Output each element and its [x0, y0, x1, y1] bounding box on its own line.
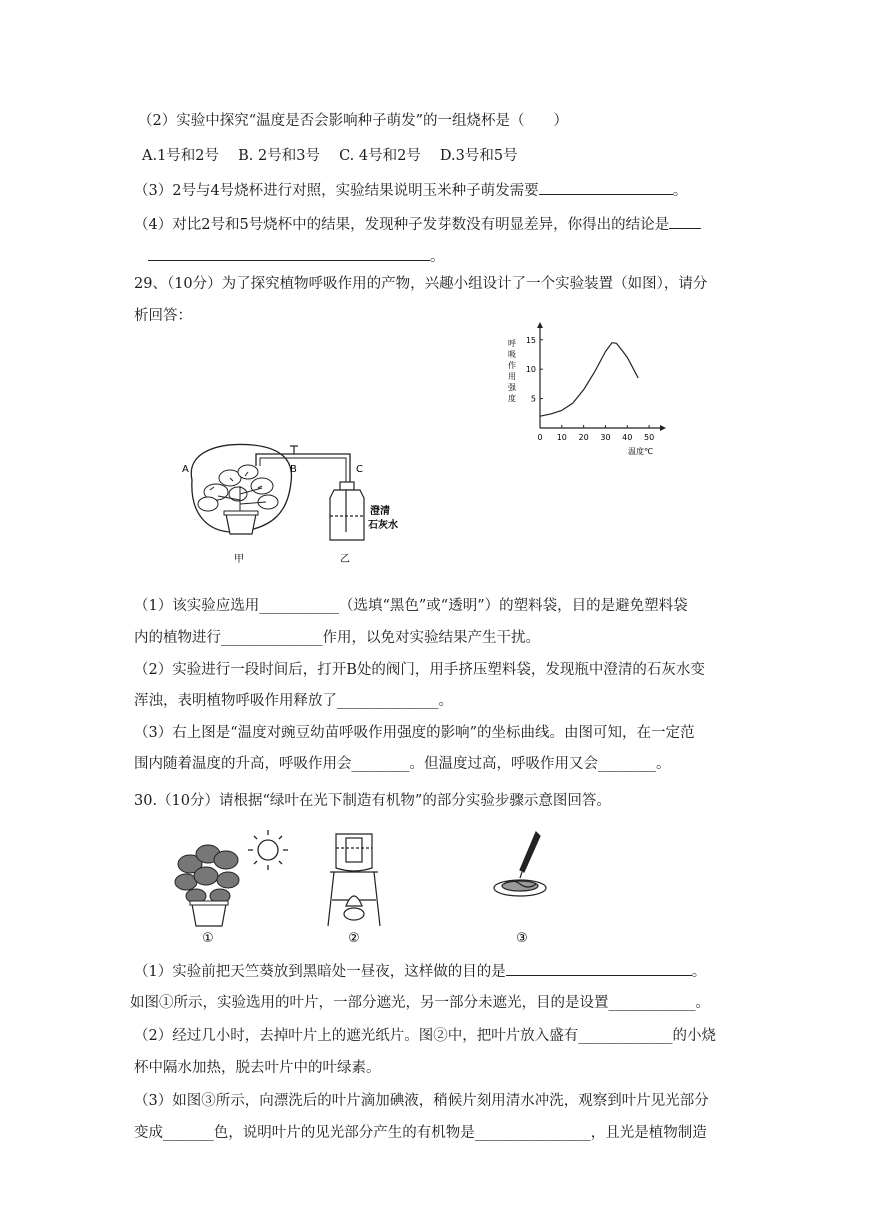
step-label-2: ②	[348, 931, 360, 946]
step-label-3: ③	[516, 931, 528, 946]
step-2-figure	[322, 826, 392, 946]
lime-water-label-1: 澄清	[370, 506, 390, 517]
q28-s3-end: 。	[672, 183, 688, 199]
label-a: A	[182, 464, 189, 475]
chart-x-tick-label: 20	[578, 433, 589, 442]
q30-intro: 30.（10分）请根据“绿叶在光下制造有机物”的部分实验步骤示意图回答。	[134, 793, 611, 809]
q30-s1a-text: （1）实验前把天竺葵放到黑暗处一昼夜，这样做的目的是	[134, 964, 506, 980]
plant-icon-step-1	[175, 845, 239, 903]
chart-series-line	[540, 343, 638, 417]
chart-ylabel-char-5: 度	[508, 394, 516, 403]
q29-s1b: 内的植物进行______________作用，以免对实验结果产生干扰。	[134, 630, 540, 646]
q29-s2b: 浑浊，表明植物呼吸作用释放了______________。	[134, 693, 453, 709]
q29-s3a: （3）右上图是“温度对豌豆幼苗呼吸作用强度的影响”的坐标曲线。由图可知，在一定范	[134, 725, 695, 741]
chart-ylabel-char-2: 作	[508, 361, 516, 370]
chart-x-tick-label: 50	[643, 433, 655, 442]
lime-water-label-2: 石灰水	[368, 520, 398, 531]
q29-s1a: （1）该实验应选用___________（选填“黑色”或“透明”）的塑料袋，目的是避免塑料袋	[134, 598, 688, 614]
chart-y-arrow	[537, 322, 543, 328]
step-1-figure	[168, 826, 298, 946]
q28-s4-end: 。	[430, 249, 445, 265]
chart-ylabel-char-1: 吸	[508, 350, 516, 359]
chart-x-tick-label: 0	[537, 433, 543, 442]
q28-s4	[134, 213, 701, 235]
q30-s1a-end: 。	[691, 964, 707, 980]
q30-s2a: （2）经过几小时，去掉叶片上的遮光纸片。图②中，把叶片放入盛有_____________的小烧	[134, 1028, 716, 1044]
chart-x-arrow	[660, 425, 666, 431]
q28-s4-text: （4）对比2号和5号烧杯中的结果，发现种子发芽数没有明显差异，你得出的结论是	[134, 217, 670, 233]
label-c: C	[356, 464, 363, 475]
label-jia: 甲	[234, 554, 244, 565]
water-bath-icon	[328, 834, 380, 926]
bottle-icon	[330, 482, 364, 540]
q29-s2a: （2）实验进行一段时间后，打开B处的阀门，用手挤压塑料袋，发现瓶中澄清的石灰水变	[134, 662, 705, 678]
q30-s3a: （3）如图③所示，向漂洗后的叶片滴加碘液，稍候片刻用清水冲洗，观察到叶片见光部分	[134, 1093, 709, 1109]
q30-s1b: 如图①所示，实验选用的叶片，一部分遮光，另一部分未遮光，目的是设置____________。	[130, 995, 710, 1011]
label-yi: 乙	[340, 554, 350, 565]
q28-s2: （2）实验中探究“温度是否会影响种子萌发”的一组烧杯是（ ）	[138, 113, 569, 129]
label-b: B	[290, 464, 297, 475]
q30-s1-blank[interactable]	[506, 960, 692, 976]
chart-xlabel: 温度℃	[628, 447, 653, 456]
chart-y-tick-label: 5	[530, 394, 536, 404]
q29-intro-1: 29、（10分）为了探究植物呼吸作用的产物，兴趣小组设计了一个实验装置（如图），请分	[134, 276, 708, 292]
chart-x-tick-label: 10	[556, 433, 567, 442]
chart-layer	[526, 322, 666, 442]
q28-options: A.1号和2号 B. 2号和3号 C. 4号和2号 D.3号和5号	[142, 148, 518, 164]
step-label-1: ①	[202, 931, 214, 946]
petri-dish-icon	[494, 880, 546, 896]
q28-s3-blank[interactable]	[539, 179, 673, 195]
q28-s4-blank-2[interactable]	[148, 245, 430, 261]
chart-ylabel-char-0: 呼	[508, 339, 516, 348]
dropper-icon	[520, 832, 540, 878]
q30-s1a	[134, 960, 706, 982]
q28-s3-text: （3）2号与4号烧杯进行对照，实验结果说明玉米种子萌发需要	[134, 183, 539, 199]
q29-s3b: 围内随着温度的升高，呼吸作用会________。但温度过高，呼吸作用又会________。	[134, 756, 671, 772]
q30-s2b: 杯中隔水加热，脱去叶片中的叶绿素。	[134, 1060, 381, 1076]
chart-y-tick-label: 15	[525, 335, 536, 345]
chart-y-tick-label: 10	[525, 365, 536, 375]
q30-s3b: 变成_______色，说明叶片的见光部分产生的有机物是________________，且光是植物制造	[134, 1125, 707, 1141]
flower-pot-step-1	[192, 904, 226, 926]
q29-intro-2: 析回答：	[134, 308, 192, 324]
step-3-figure	[490, 826, 560, 946]
q28-s4-line2	[148, 245, 445, 267]
sun-icon	[248, 830, 288, 870]
chart-x-tick-label: 40	[622, 433, 633, 442]
q28-s3	[134, 179, 687, 201]
apparatus-diagram	[178, 442, 428, 572]
chart-ylabel-char-4: 强	[508, 383, 516, 392]
q28-s4-blank-1[interactable]	[669, 213, 701, 229]
chart-x-tick-label: 30	[600, 433, 611, 442]
valve-icon	[290, 446, 298, 454]
chart-ylabel-char-3: 用	[508, 372, 516, 381]
respiration-temperature-chart	[506, 322, 666, 462]
flower-pot	[226, 514, 256, 534]
plant-icon	[198, 465, 278, 512]
